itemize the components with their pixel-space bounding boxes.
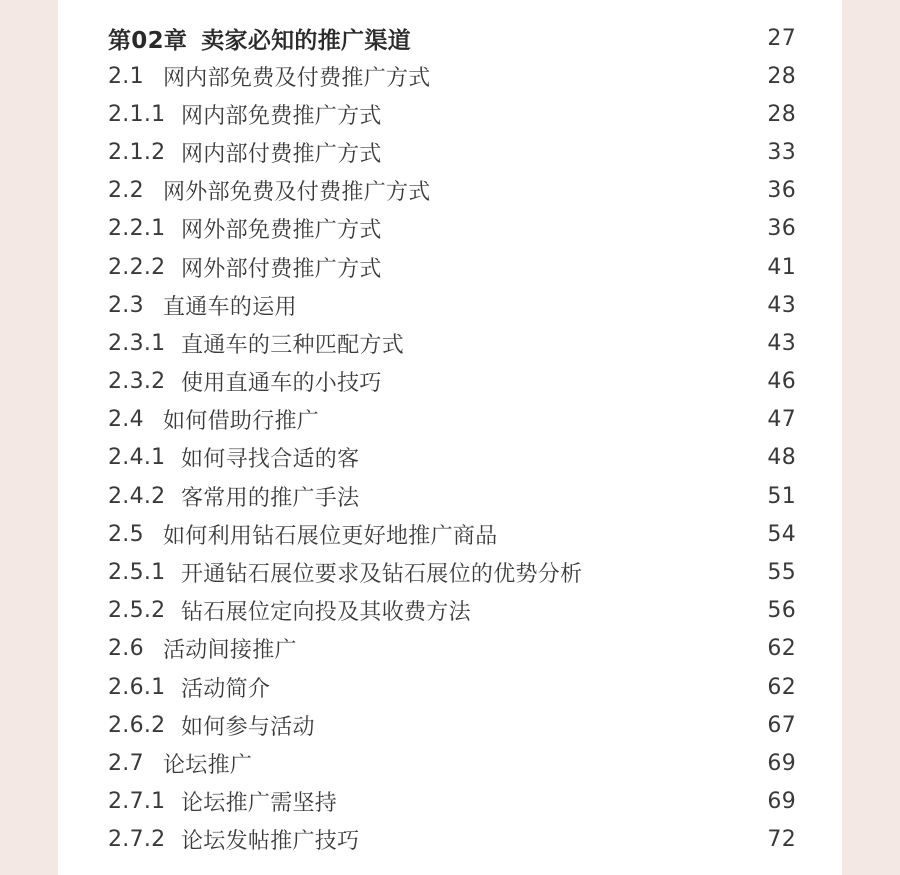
- toc-entry[interactable]: [108, 477, 796, 515]
- toc-entry-number: 2.2.2: [108, 254, 166, 280]
- toc-entry-title: 如何参与活动: [181, 714, 315, 740]
- toc-entry-page-number: 55: [767, 560, 796, 586]
- toc-entry[interactable]: [108, 95, 796, 133]
- toc-entry[interactable]: [108, 744, 796, 782]
- toc-entry[interactable]: [108, 57, 796, 95]
- toc-entry-title: 论坛推广需坚持: [181, 791, 338, 817]
- toc-entry-title: 网外部免费及付费推广方式: [163, 180, 431, 206]
- toc-entry-page-number: 62: [767, 636, 796, 662]
- toc-entry[interactable]: [108, 783, 796, 821]
- toc-entry-title: 开通钻石展位要求及钻石展位的优势分析: [181, 562, 583, 588]
- document-page: [58, 0, 842, 875]
- toc-entry-number: 2.2: [108, 178, 144, 204]
- toc-entry-page-number: 36: [767, 178, 796, 204]
- toc-entry[interactable]: [108, 286, 796, 324]
- toc-entry-page-number: 28: [767, 101, 796, 127]
- chapter-title: 卖家必知的推广渠道: [201, 27, 411, 54]
- toc-entry-number: 2.1: [108, 63, 144, 89]
- toc-entry-page-number: 56: [767, 598, 796, 624]
- toc-entry-title: 使用直通车的小技巧: [181, 371, 382, 397]
- toc-entry[interactable]: [108, 363, 796, 401]
- toc-entry-number: 2.6: [108, 636, 144, 662]
- toc-entry-page-number: 69: [767, 750, 796, 776]
- toc-entry-page-number: 33: [767, 139, 796, 165]
- toc-entry-number: 2.6.1: [108, 674, 166, 700]
- toc-entry[interactable]: [108, 592, 796, 630]
- toc-entry-title: 直通车的三种匹配方式: [181, 332, 405, 358]
- toc-entry[interactable]: [108, 630, 796, 668]
- toc-entry-number: 2.7: [108, 750, 144, 776]
- toc-entry-number: 2.4.1: [108, 445, 166, 471]
- toc-entry[interactable]: [108, 210, 796, 248]
- toc-entry-number: 2.5.1: [108, 560, 166, 586]
- toc-entry-page-number: 28: [767, 63, 796, 89]
- toc-entry-number: 2.4: [108, 407, 144, 433]
- toc-entry-number: 2.7.2: [108, 827, 166, 853]
- toc-entry-page-number: 54: [767, 521, 796, 547]
- toc-entry-title: 论坛推广: [163, 752, 253, 778]
- toc-entry-number: 2.3.1: [108, 330, 166, 356]
- toc-entry-number: 2.5.2: [108, 598, 166, 624]
- toc-entry-number: 2.3.2: [108, 369, 166, 395]
- toc-entry-title: 网内部免费推广方式: [181, 103, 382, 129]
- toc-entry[interactable]: [108, 553, 796, 591]
- toc-entry[interactable]: [108, 401, 796, 439]
- toc-entry-title: 如何寻找合适的客: [181, 447, 360, 473]
- chapter-heading[interactable]: [108, 19, 796, 57]
- toc-entry-title: 网外部免费推广方式: [181, 218, 382, 244]
- toc-entry-number: 2.7.1: [108, 789, 166, 815]
- toc-entry[interactable]: [108, 821, 796, 859]
- toc-entry-page-number: 41: [767, 254, 796, 280]
- toc-entry-number: 2.6.2: [108, 712, 166, 738]
- toc-entry-title: 网内部免费及付费推广方式: [163, 65, 431, 91]
- toc-entry-number: 2.2.1: [108, 216, 166, 242]
- toc-entry-page-number: 69: [767, 789, 796, 815]
- toc-entry[interactable]: [108, 668, 796, 706]
- toc-entry-title: 直通车的运用: [163, 294, 297, 320]
- toc-entry[interactable]: [108, 324, 796, 362]
- toc-entry-title: 如何利用钻石展位更好地推广商品: [163, 523, 498, 549]
- toc-entry-page-number: 72: [767, 827, 796, 853]
- toc-entry-title: 活动简介: [181, 676, 271, 702]
- toc-entry[interactable]: [108, 172, 796, 210]
- toc-entry[interactable]: [108, 439, 796, 477]
- chapter-number: 第02章: [108, 27, 188, 54]
- toc-entry-title: 客常用的推广手法: [181, 485, 360, 511]
- toc-entry[interactable]: [108, 515, 796, 553]
- table-of-contents: [108, 19, 796, 859]
- chapter-page-number: 27: [767, 25, 796, 51]
- toc-entry[interactable]: [108, 706, 796, 744]
- toc-entry-number: 2.1.2: [108, 139, 166, 165]
- toc-entry-page-number: 36: [767, 216, 796, 242]
- toc-entry-title: 网外部付费推广方式: [181, 256, 382, 282]
- toc-entry-page-number: 48: [767, 445, 796, 471]
- toc-entry-number: 2.4.2: [108, 483, 166, 509]
- toc-entry-page-number: 46: [767, 369, 796, 395]
- toc-entry-title: 论坛发帖推广技巧: [181, 829, 360, 855]
- toc-entry-page-number: 43: [767, 330, 796, 356]
- toc-entry-title: 活动间接推广: [163, 638, 297, 664]
- toc-entry[interactable]: [108, 248, 796, 286]
- toc-entry-page-number: 62: [767, 674, 796, 700]
- toc-entry-number: 2.3: [108, 292, 144, 318]
- toc-entry-page-number: 47: [767, 407, 796, 433]
- toc-entry-title: 钻石展位定向投及其收费方法: [181, 600, 471, 626]
- toc-entry[interactable]: [108, 133, 796, 171]
- toc-entry-number: 2.5: [108, 521, 144, 547]
- toc-entry-number: 2.1.1: [108, 101, 166, 127]
- toc-entry-page-number: 67: [767, 712, 796, 738]
- toc-entry-title: 如何借助行推广: [163, 409, 320, 435]
- toc-entry-page-number: 51: [767, 483, 796, 509]
- toc-entry-title: 网内部付费推广方式: [181, 141, 382, 167]
- toc-entry-page-number: 43: [767, 292, 796, 318]
